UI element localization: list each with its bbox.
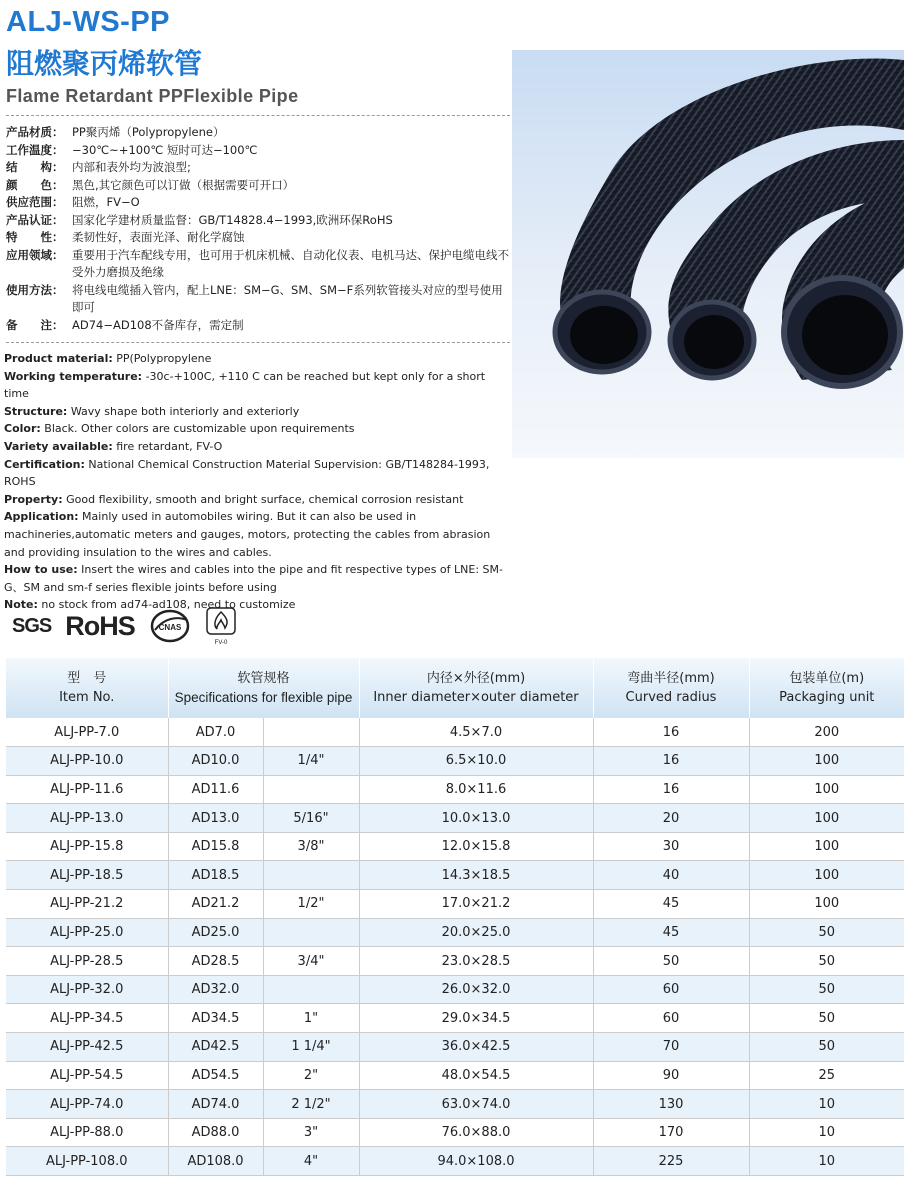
cell-ad-spec: AD88.0 — [168, 1118, 263, 1147]
cell-ad-spec: AD74.0 — [168, 1090, 263, 1119]
en-spec-row — [4, 420, 512, 438]
table-row — [6, 1004, 904, 1033]
en-spec-row — [4, 561, 512, 596]
spec-table — [6, 658, 904, 1176]
product-code-title: ALJ-WS-PP — [6, 6, 170, 38]
header-item-no: 型 号 Item No. — [6, 658, 168, 718]
cell-inch-spec: 2" — [263, 1061, 359, 1090]
cell-inch-spec — [263, 918, 359, 947]
cn-spec-value: 国家化学建材质量监督：GB/T14828.4−1993,欧洲环保RoHS — [72, 212, 393, 227]
table-row — [6, 1147, 904, 1176]
cn-spec-row — [6, 229, 511, 247]
cell-packaging: 100 — [749, 861, 904, 890]
en-spec-label: Application: — [4, 510, 79, 524]
en-spec-label: Note: — [4, 598, 38, 612]
en-spec-row — [4, 456, 512, 491]
en-spec-list — [4, 350, 512, 614]
cell-item-no: ALJ-PP-74.0 — [6, 1090, 168, 1119]
en-spec-value: National Chemical Construction Material Supervision: GB/T148284-1993, ROHS — [4, 457, 490, 489]
cn-spec-row — [6, 159, 511, 177]
cell-item-no: ALJ-PP-32.0 — [6, 975, 168, 1004]
cell-ad-spec: AD25.0 — [168, 918, 263, 947]
cnas-logo — [149, 608, 191, 644]
table-row — [6, 918, 904, 947]
svg-text:FV-0: FV-0 — [214, 640, 228, 646]
cell-packaging: 10 — [749, 1118, 904, 1147]
cell-inch-spec — [263, 975, 359, 1004]
table-row — [6, 1033, 904, 1062]
cn-spec-value: 黑色,其它颜色可以订做（根据需要可开口） — [72, 177, 295, 192]
cn-spec-row — [6, 142, 511, 160]
cell-packaging: 100 — [749, 832, 904, 861]
cell-packaging: 10 — [749, 1147, 904, 1176]
cn-spec-row — [6, 124, 511, 142]
cn-spec-label: 特 性： — [6, 230, 64, 244]
cell-packaging: 10 — [749, 1090, 904, 1119]
table-row — [6, 1061, 904, 1090]
cn-spec-value: PP聚丙烯（Polypropylene） — [72, 125, 225, 139]
cell-packaging: 50 — [749, 1033, 904, 1062]
en-spec-row — [4, 403, 512, 421]
cn-spec-row — [6, 247, 511, 282]
cell-diameter: 23.0×28.5 — [359, 947, 593, 976]
cell-diameter: 8.0×11.6 — [359, 775, 593, 804]
cell-diameter: 6.5×10.0 — [359, 747, 593, 776]
en-spec-label: Product material: — [4, 352, 113, 365]
en-spec-value: Insert the wires and cables into the pipe and fit respective types of LNE: SM-G、SM and sm-f series flexible joints before using — [4, 563, 503, 594]
cn-spec-row — [6, 317, 511, 335]
en-spec-label: Color: — [4, 422, 41, 436]
cn-spec-label: 产品认证： — [6, 212, 64, 227]
en-spec-value: Black. Other colors are customizable upon requirements — [40, 422, 355, 436]
cell-diameter: 63.0×74.0 — [359, 1090, 593, 1119]
cell-inch-spec: 1 1/4" — [263, 1033, 359, 1062]
cell-inch-spec: 4" — [263, 1147, 359, 1176]
sgs-logo: SGS — [12, 614, 52, 637]
cell-ad-spec: AD18.5 — [168, 861, 263, 890]
fire-rating-icon — [205, 606, 237, 646]
cell-diameter: 94.0×108.0 — [359, 1147, 593, 1176]
cell-ad-spec: AD28.5 — [168, 947, 263, 976]
en-spec-row — [4, 438, 512, 456]
table-row — [6, 861, 904, 890]
cell-radius: 225 — [593, 1147, 749, 1176]
cell-radius: 20 — [593, 804, 749, 833]
cell-item-no: ALJ-PP-34.5 — [6, 1004, 168, 1033]
cell-diameter: 14.3×18.5 — [359, 861, 593, 890]
cell-radius: 170 — [593, 1118, 749, 1147]
cell-diameter: 29.0×34.5 — [359, 1004, 593, 1033]
cell-diameter: 36.0×42.5 — [359, 1033, 593, 1062]
cn-spec-row — [6, 282, 511, 317]
table-row — [6, 747, 904, 776]
table-row — [6, 975, 904, 1004]
divider — [6, 342, 510, 343]
cell-inch-spec: 3/8" — [263, 832, 359, 861]
cn-spec-value: 内部和表外均为波浪型; — [72, 160, 191, 174]
cell-packaging: 100 — [749, 747, 904, 776]
en-spec-label: How to use: — [4, 563, 78, 577]
cell-inch-spec: 1" — [263, 1004, 359, 1033]
cell-radius: 90 — [593, 1061, 749, 1090]
en-spec-value: fire retardant, FV-O — [112, 439, 223, 453]
header-diameter: 内径×外径(mm) Inner diameter×outer diameter — [359, 658, 593, 718]
en-spec-label: Certification: — [4, 457, 85, 471]
cell-radius: 50 — [593, 947, 749, 976]
cell-item-no: ALJ-PP-18.5 — [6, 861, 168, 890]
cn-spec-label: 应用领域： — [6, 247, 64, 262]
table-row — [6, 890, 904, 919]
en-spec-value: Good flexibility, smooth and bright surface, chemical corrosion resistant — [62, 492, 464, 506]
en-spec-label: Property: — [4, 492, 63, 506]
cell-item-no: ALJ-PP-42.5 — [6, 1033, 168, 1062]
cell-item-no: ALJ-PP-108.0 — [6, 1147, 168, 1176]
cell-diameter: 10.0×13.0 — [359, 804, 593, 833]
cell-packaging: 100 — [749, 775, 904, 804]
cell-diameter: 20.0×25.0 — [359, 918, 593, 947]
cell-radius: 16 — [593, 718, 749, 747]
cell-ad-spec: AD42.5 — [168, 1033, 263, 1062]
cn-spec-row — [6, 194, 511, 212]
cell-radius: 45 — [593, 890, 749, 919]
product-photo — [512, 50, 904, 458]
cell-inch-spec: 1/2" — [263, 890, 359, 919]
cell-radius: 40 — [593, 861, 749, 890]
cell-ad-spec: AD7.0 — [168, 718, 263, 747]
cn-spec-label: 颜 色： — [6, 177, 64, 192]
cell-inch-spec: 3" — [263, 1118, 359, 1147]
en-spec-label: Variety available: — [4, 439, 113, 453]
table-row — [6, 1118, 904, 1147]
en-spec-value: Wavy shape both interiorly and exteriorly — [67, 404, 300, 418]
cell-ad-spec: AD13.0 — [168, 804, 263, 833]
cell-inch-spec: 1/4" — [263, 747, 359, 776]
cell-packaging: 100 — [749, 804, 904, 833]
cell-radius: 60 — [593, 975, 749, 1004]
cn-spec-row — [6, 212, 511, 230]
cn-spec-value: AD74−AD108不备库存，需定制 — [72, 317, 244, 332]
cell-packaging: 25 — [749, 1061, 904, 1090]
header-spec: 软管规格 Specifications for flexible pipe — [168, 658, 359, 718]
en-spec-row — [4, 368, 512, 403]
cell-item-no: ALJ-PP-11.6 — [6, 775, 168, 804]
product-title-cn: 阻燃聚丙烯软管 — [6, 47, 203, 80]
cell-inch-spec — [263, 861, 359, 890]
cell-diameter: 17.0×21.2 — [359, 890, 593, 919]
cell-radius: 45 — [593, 918, 749, 947]
cell-packaging: 100 — [749, 890, 904, 919]
table-row — [6, 804, 904, 833]
cell-inch-spec: 5/16" — [263, 804, 359, 833]
table-row — [6, 718, 904, 747]
cell-packaging: 50 — [749, 947, 904, 976]
cell-diameter: 26.0×32.0 — [359, 975, 593, 1004]
cell-item-no: ALJ-PP-28.5 — [6, 947, 168, 976]
cell-item-no: ALJ-PP-88.0 — [6, 1118, 168, 1147]
cell-ad-spec: AD15.8 — [168, 832, 263, 861]
cn-spec-label: 产品材质： — [6, 125, 64, 139]
cell-radius: 30 — [593, 832, 749, 861]
cell-diameter: 4.5×7.0 — [359, 718, 593, 747]
cell-item-no: ALJ-PP-10.0 — [6, 747, 168, 776]
cell-item-no: ALJ-PP-15.8 — [6, 832, 168, 861]
cell-diameter: 76.0×88.0 — [359, 1118, 593, 1147]
cell-ad-spec: AD21.2 — [168, 890, 263, 919]
en-spec-label: Working temperature: — [4, 369, 143, 383]
cn-spec-label: 使用方法： — [6, 282, 64, 297]
flexible-pipe-image — [512, 50, 904, 458]
cell-packaging: 200 — [749, 718, 904, 747]
cell-diameter: 12.0×15.8 — [359, 832, 593, 861]
en-spec-value: Mainly used in automobiles wiring. But it can also be used in machineries,automatic meters and gauges, motors, protecting the cables from abrasion and providing insulation to the wires and cables. — [4, 510, 491, 559]
cell-radius: 60 — [593, 1004, 749, 1033]
cell-radius: 130 — [593, 1090, 749, 1119]
en-spec-row — [4, 350, 512, 368]
cell-inch-spec — [263, 775, 359, 804]
cell-ad-spec: AD108.0 — [168, 1147, 263, 1176]
cn-spec-label: 工作温度： — [6, 142, 64, 157]
cell-item-no: ALJ-PP-13.0 — [6, 804, 168, 833]
cn-spec-label: 结 构： — [6, 160, 64, 174]
cn-spec-label: 备 注： — [6, 317, 64, 332]
cell-inch-spec — [263, 718, 359, 747]
product-title-en: Flame Retardant PPFlexible Pipe — [6, 86, 299, 106]
en-spec-value: -30c-+100C, +110 C can be reached but kept only for a short time — [4, 369, 486, 401]
en-spec-row — [4, 491, 512, 509]
cn-spec-value: 阻燃，FV−O — [72, 195, 140, 209]
cell-packaging: 50 — [749, 1004, 904, 1033]
divider — [6, 115, 510, 116]
cell-inch-spec: 3/4" — [263, 947, 359, 976]
cell-inch-spec: 2 1/2" — [263, 1090, 359, 1119]
cn-spec-value: 柔韧性好，表面光泽、耐化学腐蚀 — [72, 230, 245, 244]
cell-ad-spec: AD10.0 — [168, 747, 263, 776]
en-spec-label: Structure: — [4, 404, 68, 418]
table-row — [6, 947, 904, 976]
en-spec-value: no stock from ad74-ad108, need to customize — [37, 598, 296, 612]
table-row — [6, 775, 904, 804]
cell-radius: 16 — [593, 775, 749, 804]
cell-packaging: 50 — [749, 975, 904, 1004]
table-row — [6, 1090, 904, 1119]
svg-text:CNAS: CNAS — [158, 623, 182, 632]
cn-spec-value: 将电线电缆插入管内，配上LNE：SM−G、SM、SM−F系列软管接头对应的型号使用即可 — [72, 282, 503, 314]
cn-spec-list — [6, 124, 511, 334]
cell-ad-spec: AD32.0 — [168, 975, 263, 1004]
cell-item-no: ALJ-PP-7.0 — [6, 718, 168, 747]
table-row — [6, 832, 904, 861]
cell-item-no: ALJ-PP-54.5 — [6, 1061, 168, 1090]
cell-ad-spec: AD54.5 — [168, 1061, 263, 1090]
cn-spec-value: −30℃~+100℃ 短时可达−100℃ — [72, 142, 258, 157]
cell-radius: 70 — [593, 1033, 749, 1062]
header-packaging: 包装单位(m) Packaging unit — [749, 658, 904, 718]
cn-spec-label: 供应范围： — [6, 195, 64, 209]
cn-spec-row — [6, 177, 511, 195]
table-header-row — [6, 658, 904, 718]
cell-ad-spec: AD34.5 — [168, 1004, 263, 1033]
cn-spec-value: 重要用于汽车配线专用，也可用于机床机械、自动化仪表、电机马达、保护电缆电线不受外力磨损及绝缘 — [72, 247, 509, 279]
cell-ad-spec: AD11.6 — [168, 775, 263, 804]
cell-item-no: ALJ-PP-25.0 — [6, 918, 168, 947]
header-radius: 弯曲半径(mm) Curved radius — [593, 658, 749, 718]
en-spec-value: PP(Polypropylene — [112, 352, 212, 365]
rohs-logo: RoHS — [65, 610, 135, 641]
cell-item-no: ALJ-PP-21.2 — [6, 890, 168, 919]
cell-diameter: 48.0×54.5 — [359, 1061, 593, 1090]
cell-packaging: 50 — [749, 918, 904, 947]
certification-logos — [12, 606, 237, 646]
cell-radius: 16 — [593, 747, 749, 776]
en-spec-row — [4, 508, 512, 561]
